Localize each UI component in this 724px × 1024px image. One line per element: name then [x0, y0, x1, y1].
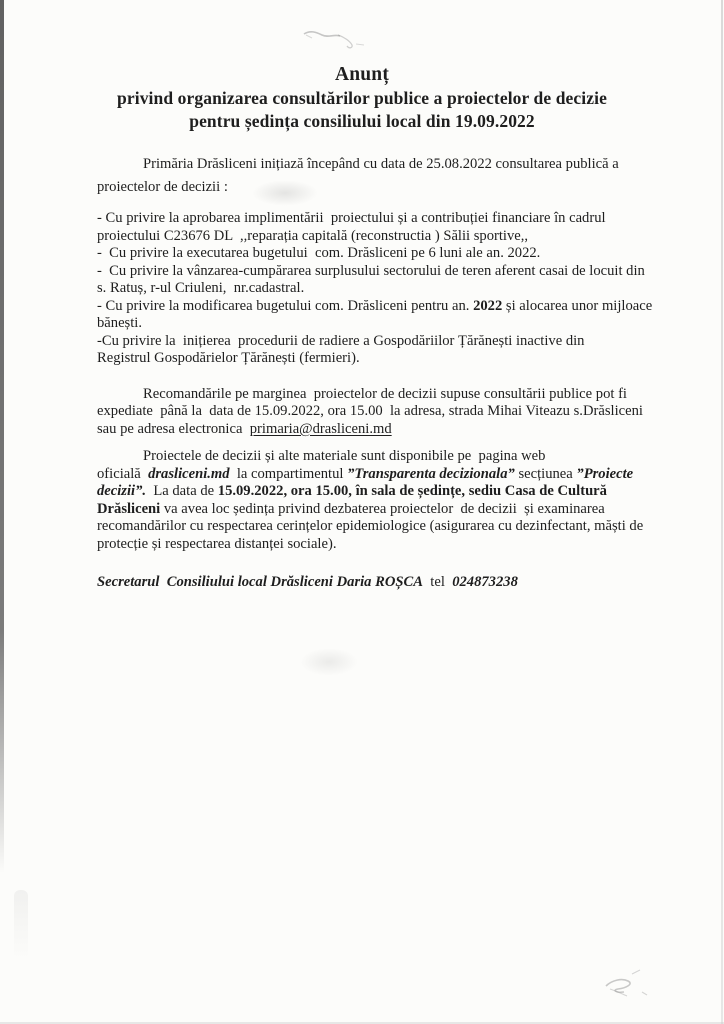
text-run: tel	[423, 574, 453, 590]
text-run: decizii”.	[97, 483, 147, 499]
text-run: recomandărilor cu respectarea cerințelor epidemiologice (asigurarea cu dezinfectant, măști de	[97, 518, 644, 534]
text-line	[97, 386, 683, 404]
text-run: și alocarea unor mijloace	[502, 297, 653, 314]
text-line	[97, 350, 683, 368]
text-run: - Cu privire la modificarea bugetului com. Drăsliceni pentru an.	[97, 297, 474, 314]
text-run: la compartimentul	[229, 465, 348, 482]
text-run: - Cu privire la aprobarea implimentării proiectului și a contribuției financiare în cadrul	[97, 210, 606, 226]
email-address: primaria@drasliceni.md	[249, 420, 392, 437]
text-run: ”Transparenta decizionala”	[347, 465, 515, 482]
text-line	[97, 263, 683, 281]
scan-edge-right	[721, 0, 723, 1024]
text-run: 15.09.2022, ora 15.00, în sala de ședințe, sediu Casa de Cultură	[217, 483, 607, 499]
text-run: secțiunea	[514, 465, 577, 482]
text-run: oficială	[97, 465, 149, 482]
scan-edge-left	[0, 0, 4, 900]
text-run: proiectului C23676 DL ,,reparația capitală (reconstructia ) Sălii sportive,,	[97, 227, 529, 244]
text-run: sau pe adresa electronica	[97, 420, 250, 437]
text-line	[97, 421, 683, 439]
text-run: - Cu privire la vânzarea-cumpărarea surplusului sectorului de teren aferent casai de locuit din	[97, 262, 645, 279]
text-line	[97, 179, 683, 197]
text-line	[97, 403, 683, 421]
text-run: Primăria Drăsliceni inițiază începând cu data de 25.08.2022 consultarea publică a	[143, 156, 619, 172]
phone-number: 024873238	[452, 574, 518, 590]
text-run: Proiectele de decizii și alte materiale sunt disponibile pe pagina web	[143, 448, 546, 464]
text-line	[97, 574, 683, 592]
scan-streak-left	[14, 890, 28, 960]
text-line	[97, 466, 683, 484]
website-name: drasliceni.md	[148, 465, 230, 482]
text-line	[97, 448, 683, 466]
scan-smudge-top	[300, 22, 380, 54]
text-run: s. Ratuș, r-ul Criuleni, nr.cadastral.	[97, 280, 305, 296]
text-run: va avea loc ședința privind dezbaterea proiectelor de decizii și examinarea	[160, 500, 605, 517]
text-line	[97, 228, 683, 246]
scan-smudge-middle	[300, 648, 358, 676]
text-line	[97, 210, 683, 228]
text-line	[97, 280, 683, 298]
text-line	[97, 536, 683, 554]
document-title: Anunț	[334, 64, 390, 85]
document-subtitle-line1: privind organizarea consultărilor publice a proiectelor de decizie	[117, 88, 607, 108]
document-subtitle-line2: pentru ședința consiliului local din 19.09.2022	[189, 111, 535, 131]
text-line	[97, 156, 683, 174]
text-run: proiectelor de decizii :	[97, 178, 228, 195]
document-header	[0, 63, 724, 133]
text-line	[97, 315, 683, 333]
text-run: protecție și respectarea distanței sociale).	[97, 535, 337, 552]
signature-role-name: Secretarul Consiliului local Drăsliceni Daria ROȘCA	[97, 574, 423, 590]
text-run: Drăsliceni	[97, 500, 161, 517]
scan-smudge-bottom-right	[592, 962, 662, 1007]
text-run: La data de	[146, 483, 218, 499]
text-run: Registrul Gospodărielor Țărănești (fermieri).	[97, 350, 360, 366]
text-line	[97, 483, 683, 501]
text-run: Recomandările pe marginea proiectelor de decizii supuse consultării publice pot fi	[143, 385, 627, 402]
text-run: - Cu privire la executarea bugetului com. Drăsliceni pe 6 luni ale an. 2022.	[97, 245, 541, 261]
text-line	[97, 245, 683, 263]
text-line	[97, 501, 683, 519]
text-line	[97, 298, 683, 316]
text-run: -Cu privire la inițierea procedurii de radiere a Gospodăriilor Țărănești inactive din	[97, 332, 585, 349]
text-run: bănești.	[97, 315, 142, 331]
document-body	[97, 156, 683, 592]
text-run: 2022	[473, 297, 503, 314]
text-line	[97, 518, 683, 536]
text-run: ”Proiecte	[576, 465, 634, 482]
text-line	[97, 333, 683, 351]
text-run: expediate până la data de 15.09.2022, ora 15.00 la adresa, strada Mihai Viteazu s.Drăsliceni	[97, 403, 643, 419]
